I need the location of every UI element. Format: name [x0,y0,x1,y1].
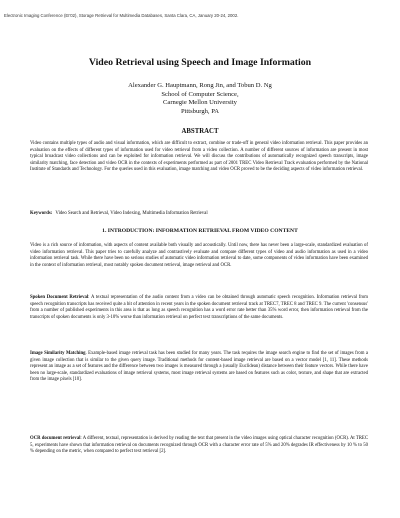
author-names: Alexander G. Hauptmann, Rong Jin, and Tobun D. Ng [128,82,272,89]
affiliation-school: School of Computer Science, [161,90,239,98]
image-similarity-label: Image Similarity Matching [30,351,86,356]
spoken-document-retrieval-paragraph [30,295,368,321]
ocr-retrieval-text: : A different, textual, representation is derived by reading the text that present in the video images using optical character recognition (OCR). At TREC 5, experiments have shown that information retrieval on documents recognized through OCR with a character error rate of 5% and 20% degrades IR effectiveness by 10 % to 50 % depending on the metric, when compared to perfect text retrieval [2]. [30,436,369,455]
affiliation-city: Pittsburgh, PA [180,108,220,116]
section-heading-introduction: 1. INTRODUCTION: INFORMATION RETRIEVAL FROM VIDEO CONTENT [102,228,298,234]
image-similarity-paragraph [30,351,368,384]
keywords-line [30,211,368,216]
ocr-retrieval-label: OCR document retrieval [30,436,81,441]
image-similarity-text: . Example-based image retrieval task has been studied for many years. The task requires the image search engine to find the set of images from a given image collection that is similar to the given query image. Traditional methods for content-based image retrieval are based on a vector model [1, 11]. These methods represent an image as a set of features and the difference between two images is measured through a (usually Euclidean) distance between their feature vectors. While there have been no large-scale, standardized evaluations of image retrieval systems, most image retrieval systems are based on features such as color, texture, and shape that are extracted from the image pixels [10]. [30,351,369,383]
paper-title: Video Retrieval using Speech and Image Information [88,57,312,68]
intro-paragraph: Video is a rich source of information, with aspects of content available both visually and acoustically. Until now, there has never been a large-scale, standardized evaluation of video information retrieval. This paper tries to carefully analyze and contrastively evaluate and compare different types of video and audio information as used in a video information retrieval task. While there have been no serious studies of automatic video information retrieval to date, some components of video information have been examined in the context of information retrieval, most notably spoken document retrieval, image retrieval and OCR. [30,243,368,268]
abstract-text: Video contains multiple types of audio and visual information, which are difficult to extract, combine or trade-off in general video information retrieval. This paper provides an evaluation on the effects of different types of information used for video retrieval from a video collection. A number of different sources of information are present in most typical broadcast video collections and can be exploited for information retrieval. We will discuss the contributions of automatically recognized speech transcripts, image similarity matching, face detection and video OCR in the contexts of experiments performed as part of 2001 TREC Video Retrieval Track evaluation performed by the National Institute of Standards and Technology. For the queries used in this evaluation, image matching and video OCR proved to be the deciding aspects of video information retrieval. [30,141,368,173]
spoken-document-retrieval-label: Spoken Document Retrieval [30,295,89,300]
keywords-label: Keywords: [30,211,53,216]
author-block [0,82,400,117]
abstract-heading: ABSTRACT [181,128,219,135]
running-head: Electronic Imaging Conference (EI'02), Storage Retrieval for Multimedia Databases, Santa Clara, CA, January 20-24, 2002. [4,13,239,18]
keywords-text: Video Search and Retrieval, Video Indexing, Multimedia Information Retrieval [55,211,208,216]
ocr-retrieval-paragraph [30,436,368,456]
spoken-document-retrieval-text: : A textual representation of the audio content from a video can be obtained through automatic speech recognition. Information retrieval from speech recognition transcripts has received quite a bit of attention in recent years in the spoken document retrieval track at TREC7, TREC 8 and TREC 9. The current 'consensus' from a number of published experiments in this area is that as long as speech recognition has a word error rate better than 35% word error, then information retrieval from the transcripts of spoken documents is only 3-10% worse than information retrieval on perfect text transcriptions of the same documents. [30,295,368,320]
affiliation-university: Carnegie Mellon University [163,99,237,107]
